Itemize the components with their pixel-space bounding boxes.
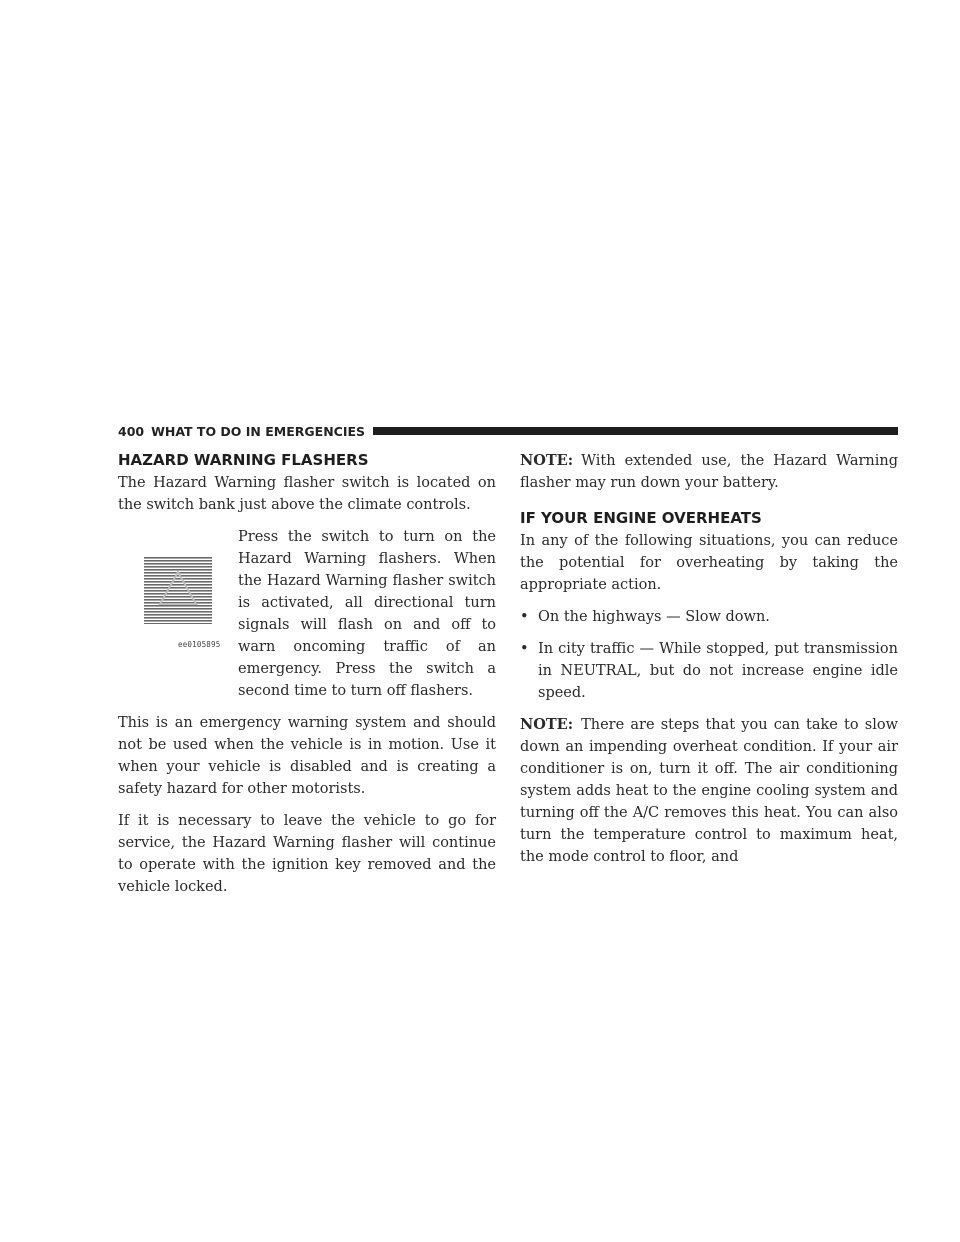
- switch-texture-line: [144, 587, 212, 589]
- switch-texture-line: [144, 560, 212, 562]
- hazard-triangle-icon: [144, 556, 212, 624]
- switch-texture-line: [144, 593, 212, 595]
- page-header: [118, 423, 898, 439]
- switch-texture-line: [144, 563, 212, 565]
- list-item: [520, 606, 898, 628]
- figure-code: ee0105895: [178, 640, 221, 649]
- overheat-heading: IF YOUR ENGINE OVERHEATS: [520, 509, 762, 527]
- switch-texture-line: [144, 575, 212, 577]
- note-1-label: NOTE:: [520, 452, 574, 469]
- switch-texture-line: [144, 623, 212, 624]
- hazard-figure-text: Press the switch to turn on the Hazard Warning flashers. When the Hazard Warning flasher switch is activated, all directional turn signals will flash on and off to warn oncoming traffic of an emergency. Press the switch a second time to turn off flashers.: [238, 529, 496, 699]
- hazard-figure-row: [118, 526, 496, 702]
- switch-texture-line: [144, 605, 212, 607]
- bullet-glyph: •: [520, 609, 529, 625]
- switch-texture-line: [144, 581, 212, 583]
- note-2-text: There are steps that you can take to slow down an impending overheat condition. If your air conditioner is on, turn it off. The air conditioning system adds heat to the engine cooling system and turning off the A/C removes this heat. You can also turn the temperature control to maximum heat, the mode control to floor, and: [520, 717, 898, 865]
- switch-texture-line: [144, 620, 212, 622]
- note-1-text: With extended use, the Hazard Warning flasher may run down your battery.: [520, 453, 898, 491]
- page-number: 400: [118, 423, 145, 439]
- list-item: [520, 638, 898, 704]
- bullet-glyph: •: [520, 641, 529, 657]
- hazard-para-3: If it is necessary to leave the vehicle to go for service, the Hazard Warning flasher will continue to operate with the ignition key removed and the vehicle locked.: [118, 813, 496, 895]
- hazard-heading: HAZARD WARNING FLASHERS: [118, 451, 369, 469]
- overheat-intro: In any of the following situations, you can reduce the potential for overheating by taking the appropriate action.: [520, 533, 898, 593]
- switch-texture-line: [144, 599, 212, 601]
- hazard-para-2: This is an emergency warning system and should not be used when the vehicle is in motion. Use it when your vehicle is disabled and is creating a safety hazard for other motorists.: [118, 715, 496, 797]
- header-rule: [373, 427, 898, 435]
- note-2-label: NOTE:: [520, 716, 574, 733]
- switch-texture-line: [144, 614, 212, 616]
- switch-texture-line: [144, 596, 212, 598]
- switch-texture-line: [144, 578, 212, 580]
- section-title: WHAT TO DO IN EMERGENCIES: [151, 423, 366, 439]
- left-column: [118, 450, 496, 908]
- switch-texture-line: [144, 611, 212, 613]
- hazard-figure: [118, 526, 238, 654]
- switch-texture-line: [144, 608, 212, 610]
- note-2: [520, 714, 898, 868]
- switch-texture-line: [144, 557, 212, 559]
- switch-texture-line: [144, 584, 212, 586]
- switch-texture-line: [144, 590, 212, 592]
- note-1: [520, 450, 898, 494]
- right-column: [520, 450, 898, 878]
- list-item-text: In city traffic — While stopped, put transmission in NEUTRAL, but do not increase engine idle speed.: [538, 641, 898, 701]
- switch-texture-line: [144, 617, 212, 619]
- switch-texture-line: [144, 566, 212, 568]
- hazard-intro: The Hazard Warning flasher switch is located on the switch bank just above the climate controls.: [118, 475, 496, 513]
- overheat-list: [520, 606, 898, 704]
- list-item-text: On the highways — Slow down.: [538, 609, 770, 625]
